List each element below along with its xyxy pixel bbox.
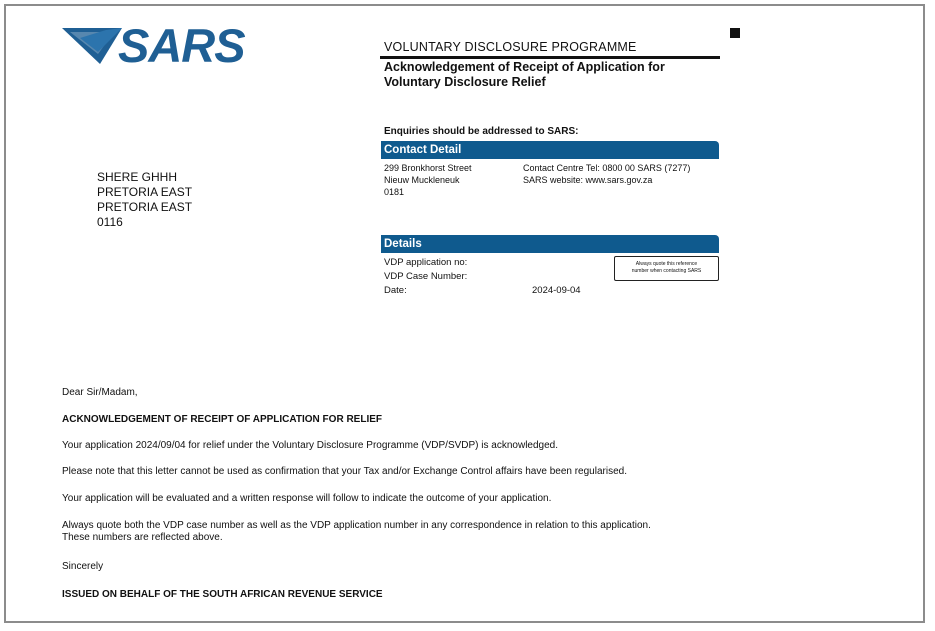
sars-address [384,162,472,198]
sars-address-line: 0181 [384,187,405,197]
paragraph-2: Please note that this letter cannot be used as confirmation that your Tax and/or Exchange Control affairs have been regularised. [62,466,627,477]
issued-by: ISSUED ON BEHALF OF THE SOUTH AFRICAN REVENUE SERVICE [62,589,383,600]
sars-address-line: 299 Bronkhorst Street [384,163,472,173]
recipient-line: 0116 [97,215,123,229]
recipient-address [97,170,192,230]
reference-note-line-1: Always quote this reference [635,261,698,267]
details-heading: Details [381,235,719,253]
closing: Sincerely [62,561,104,572]
sars-address-line: Nieuw Muckleneuk [384,175,460,185]
date-value: 2024-09-04 [532,285,581,296]
paragraph-1: Your application 2024/09/04 for relief under the Voluntary Disclosure Programme (VDP/SVDP) is acknowledged. [62,440,559,451]
header-rule [380,56,720,59]
recipient-line: PRETORIA EAST [97,200,193,214]
document-title [384,60,714,90]
paragraph-3: Your application will be evaluated and a written response will follow to indicate the outcome of your application. [62,493,552,504]
vdp-application-no-label: VDP application no: [384,257,468,268]
paragraph-4-line-2: These numbers are reflected above. [62,532,223,543]
sars-logo-text: SARS [118,19,245,72]
salutation: Dear Sir/Madam, [62,387,138,398]
recipient-line: PRETORIA EAST [97,185,193,199]
paragraph-4-line-1: Always quote both the VDP case number as well as the VDP application number in any correspondence in relation to this application. [62,520,651,531]
reference-note-box [614,256,719,281]
recipient-line: SHERE GHHH [97,170,178,184]
paragraph-4 [62,520,651,544]
programme-title: VOLUNTARY DISCLOSURE PROGRAMME [384,40,637,54]
enquiries-label: Enquiries should be addressed to SARS: [384,126,579,137]
details-labels [384,256,467,298]
document-title-line-1: Acknowledgement of Receipt of Application for [384,60,665,74]
corner-mark [730,28,740,38]
vdp-case-number-label: VDP Case Number: [384,271,468,282]
document-title-line-2: Voluntary Disclosure Relief [384,75,546,89]
letter-subject: ACKNOWLEDGEMENT OF RECEIPT OF APPLICATION FOR RELIEF [62,414,382,425]
contact-detail-heading: Contact Detail [381,141,719,159]
contact-centre-info [523,162,690,186]
date-label: Date: [384,285,407,296]
sars-website: SARS website: www.sars.gov.za [523,175,653,185]
contact-centre-tel: Contact Centre Tel: 0800 00 SARS (7277) [523,163,691,173]
reference-note-line-2: number when contacting SARS [631,268,702,274]
